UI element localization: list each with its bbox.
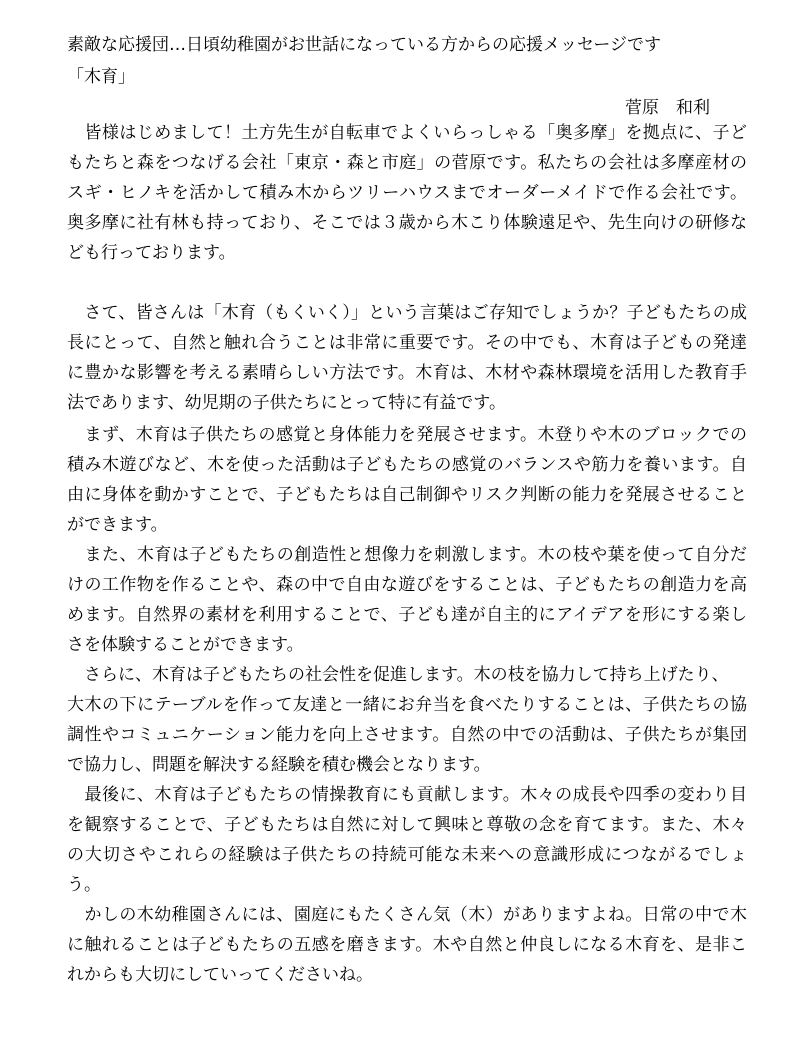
paragraph-line: 奥多摩に社有林も持っており、そこでは３歳から木こり体験遠足や、先生向けの研修な	[67, 213, 747, 233]
paragraph-line: 皆様はじめまして！土方先生が自転車でよくいらっしゃる「奥多摩」を拠点に、子ど	[67, 123, 747, 143]
paragraph-line: 長にとって、自然と触れ合うことは非常に重要です。その中でも、木育は子どもの発達	[67, 333, 747, 353]
paragraph-line: 法であります、幼児期の子供たちにとって特に有益です。	[67, 393, 506, 413]
paragraph-line: また、木育は子どもたちの創造性と想像力を刺激します。木の枝や葉を使って自分だ	[67, 545, 747, 565]
paragraph-line: 大木の下にテーブルを作って友達と一緒にお弁当を食べたりすることは、子供たちの協	[67, 695, 747, 715]
paragraph-line: かしの木幼稚園さんには、園庭にもたくさん気（木）がありますよね。日常の中で木	[67, 905, 747, 925]
article-title: 「木育」	[67, 67, 135, 87]
paragraph-line: 最後に、木育は子どもたちの情操教育にも貢献します。木々の成長や四季の変わり目	[67, 785, 747, 805]
author-name: 菅原 和利	[625, 98, 710, 118]
paragraph-line: もたちと森をつなげる会社「東京・森と市庭」の菅原です。私たちの会社は多摩産材の	[67, 153, 747, 173]
paragraph-line: う。	[67, 875, 101, 895]
paragraph-line: ども行っております。	[67, 243, 236, 263]
paragraph-line: の大切さやこれらの経験は子供たちの持続可能な未来への意識形成につながるでしょ	[67, 845, 747, 865]
paragraph-line: に触れることは子どもたちの五感を磨きます。木や自然と仲良しになる木育を、是非こ	[67, 935, 747, 955]
paragraph-line: を観察することで、子どもたちは自然に対して興味と尊敬の念を育てます。また、木々	[67, 815, 747, 835]
page-heading: 素敵な応援団…日頃幼稚園がお世話になっている方からの応援メッセージです	[67, 35, 661, 55]
paragraph-line: に豊かな影響を考える素晴らしい方法です。木育は、木材や森林環境を活用した教育手	[67, 363, 747, 383]
paragraph-line: ができます。	[67, 515, 168, 535]
paragraph-line: れからも大切にしていってくださいね。	[67, 965, 373, 985]
paragraph-line: まず、木育は子供たちの感覚と身体能力を発展させます。木登りや木のブロックでの	[67, 425, 747, 445]
paragraph-line: スギ・ヒノキを活かして積み木からツリーハウスまでオーダーメイドで作る会社です。	[67, 183, 747, 203]
paragraph-line: めます。自然界の素材を利用することで、子ども達が自主的にアイデアを形にする楽し	[67, 605, 747, 625]
paragraph-line: 積み木遊びなど、木を使った活動は子どもたちの感覚のバランスや筋力を養います。自	[67, 455, 747, 475]
paragraph-line: さを体験することができます。	[67, 635, 304, 655]
paragraph-line: 調性やコミュニケーション能力を向上させます。自然の中での活動は、子供たちが集団	[67, 725, 747, 745]
paragraph-line: で協力し、問題を解決する経験を積む機会となります。	[67, 755, 491, 775]
paragraph-line: けの工作物を作ることや、森の中で自由な遊びをすることは、子どもたちの創造力を高	[67, 575, 747, 595]
paragraph-line: さて、皆さんは「木育（もくいく）」という言葉はご存知でしょうか？子どもたちの成	[67, 303, 747, 323]
paragraph-line: 由に身体を動かすことで、子どもたちは自己制御やリスク判断の能力を発展させること	[67, 485, 747, 505]
paragraph-line: さらに、木育は子どもたちの社会性を促進します。木の枝を協力して持ち上げたり、	[67, 665, 729, 685]
